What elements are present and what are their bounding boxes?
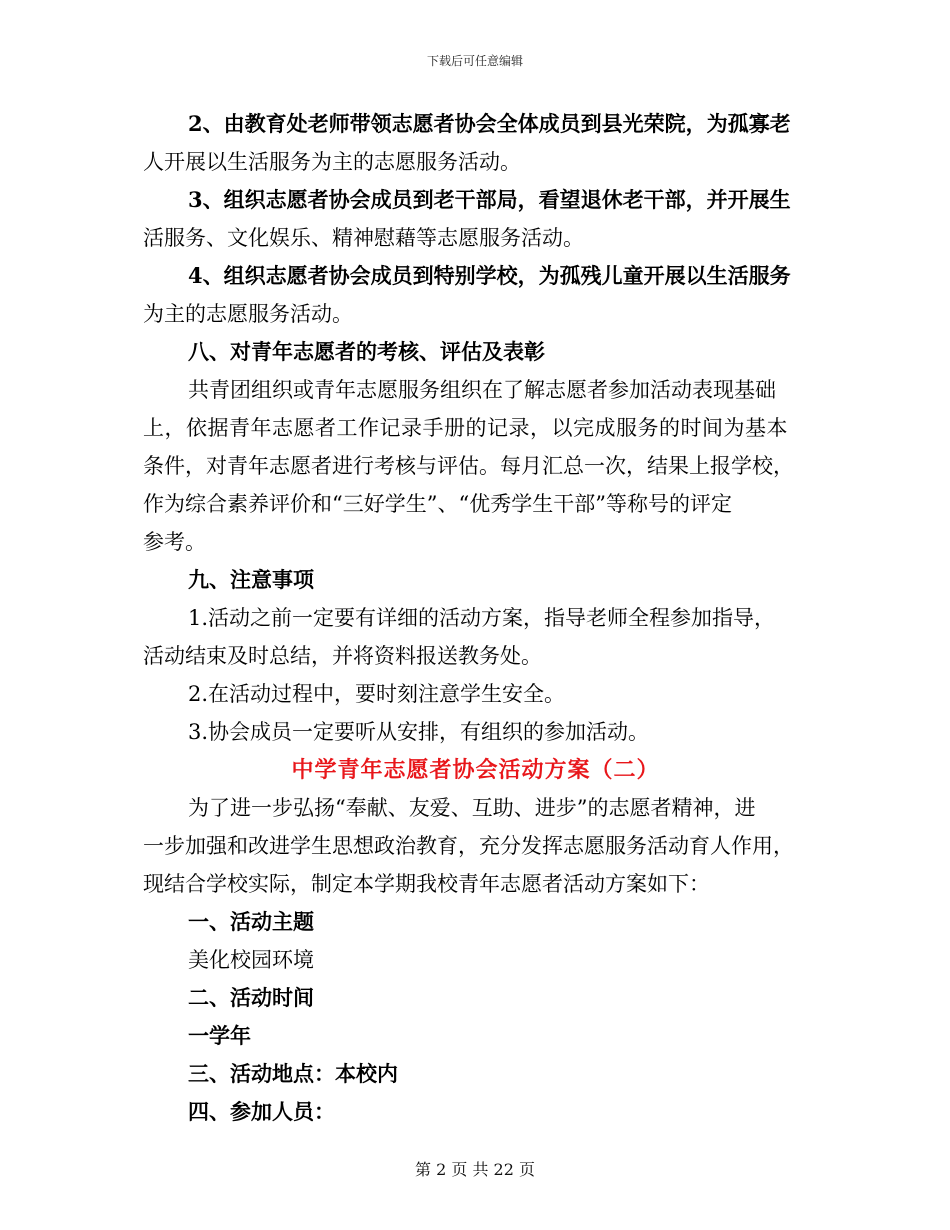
- paragraph-item-3: 3、组织志愿者协会成员到老干部局，看望退休老干部，并开展生: [188, 187, 791, 212]
- intro-paragraph-1: 为了进一步弘扬“奉献、友爱、互助、进步”的志愿者精神，进: [188, 796, 756, 820]
- paragraph-assessment-4: 作为综合素养评价和“三好学生”、“优秀学生干部”等称号的评定: [143, 492, 732, 516]
- section-heading-time: 二、活动时间: [188, 985, 314, 1010]
- paragraph-item-4: 4、组织志愿者协会成员到特别学校，为孤残儿童开展以生活服务: [188, 263, 791, 288]
- paragraph-item-2: 2、由教育处老师带领志愿者协会全体成员到县光荣院，为孤寡老: [188, 111, 791, 136]
- page-footer: 第 2 页 共 22 页: [415, 1160, 535, 1179]
- section-heading-participants: 四、参加人员：: [188, 1099, 335, 1124]
- paragraph-assessment-5: 参考。: [143, 530, 206, 554]
- time-text: 一学年: [188, 1023, 251, 1048]
- page-header: 下载后可任意编辑: [426, 54, 523, 68]
- paragraph-assessment-2: 上，依据青年志愿者工作记录手册的记录，以完成服务的时间为基本: [143, 416, 788, 440]
- section-heading-location: 三、活动地点：本校内: [188, 1061, 398, 1086]
- paragraph-assessment-1: 共青团组织或青年志愿服务组织在了解志愿者参加活动表现基础: [188, 378, 776, 402]
- intro-paragraph-3: 现结合学校实际，制定本学期我校青年志愿者活动方案如下：: [143, 872, 710, 896]
- plan-title: 中学青年志愿者协会活动方案（二）: [291, 757, 660, 783]
- paragraph-assessment-3: 条件，对青年志愿者进行考核与评估。每月汇总一次，结果上报学校，: [143, 454, 794, 478]
- section-heading-9: 九、注意事项: [188, 567, 314, 592]
- notice-item-2: 2.在活动过程中，要时刻注意学生安全。: [188, 682, 566, 706]
- paragraph-item-4-cont: 为主的志愿服务活动。: [143, 302, 353, 326]
- section-heading-theme: 一、活动主题: [188, 909, 314, 934]
- intro-paragraph-2: 一步加强和改进学生思想政治教育，充分发挥志愿服务活动育人作用，: [143, 834, 794, 858]
- document-body: [143, 105, 808, 1131]
- notice-item-1: 1.活动之前一定要有详细的活动方案，指导老师全程参加指导，: [188, 606, 776, 630]
- paragraph-item-3-cont: 活服务、文化娱乐、精神慰藉等志愿服务活动。: [143, 226, 584, 250]
- section-heading-8: 八、对青年志愿者的考核、评估及表彰: [188, 339, 545, 364]
- notice-item-1-cont: 活动结束及时总结，并将资料报送教务处。: [143, 644, 542, 668]
- paragraph-item-2-cont: 人开展以生活服务为主的志愿服务活动。: [143, 150, 521, 174]
- notice-item-3: 3.协会成员一定要听从安排，有组织的参加活动。: [188, 720, 650, 744]
- theme-text: 美化校园环境: [188, 948, 314, 972]
